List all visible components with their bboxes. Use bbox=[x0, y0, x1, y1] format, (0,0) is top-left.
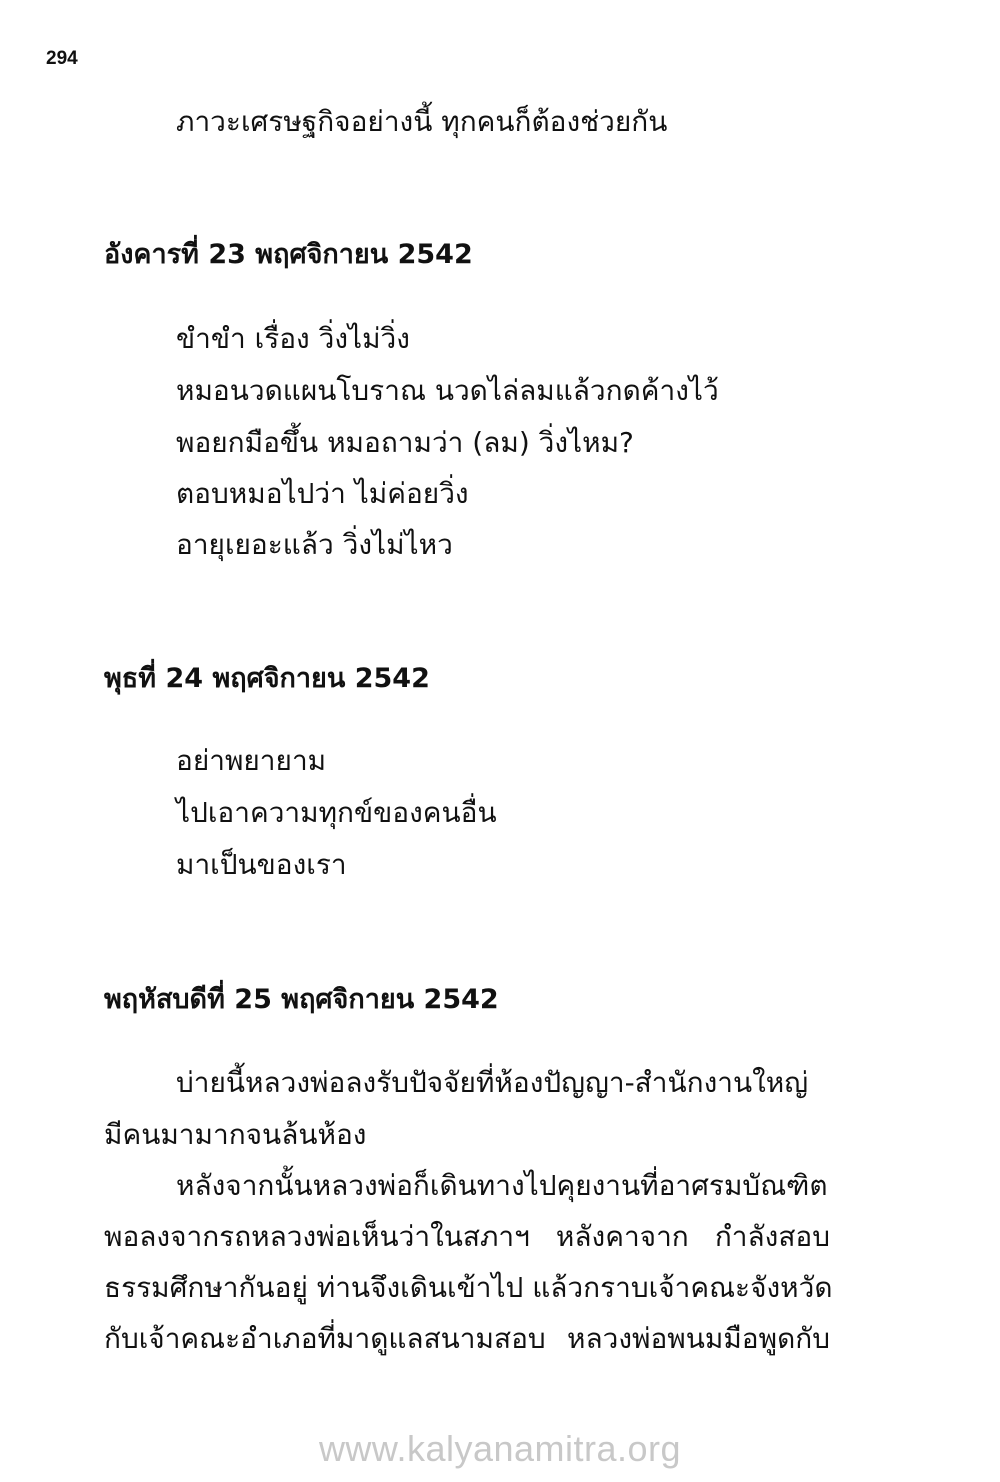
paragraph-line: บ่ายนี้หลวงพ่อลงรับปัจจัยที่ห้องปัญญา-สำนักงานใหญ่ bbox=[176, 1066, 809, 1099]
entry-line: อายุเยอะแล้ว วิ่งไม่ไหว bbox=[176, 528, 453, 561]
entry-line: อย่าพยายาม bbox=[176, 744, 327, 777]
entry-heading: พฤหัสบดีที่ 25 พฤศจิกายน 2542 bbox=[104, 984, 499, 1015]
entry-heading: อังคารที่ 23 พฤศจิกายน 2542 bbox=[104, 239, 473, 270]
page-number: 294 bbox=[46, 48, 78, 69]
entry-line: ไปเอาความทุกข์ของคนอื่น bbox=[176, 796, 497, 829]
entry-line: ขำขำ เรื่อง วิ่งไม่วิ่ง bbox=[176, 322, 410, 355]
entry-heading: พุธที่ 24 พฤศจิกายน 2542 bbox=[104, 663, 430, 694]
watermark: www.kalyanamitra.org bbox=[318, 1428, 682, 1469]
entry-line: ตอบหมอไปว่า ไม่ค่อยวิ่ง bbox=[176, 477, 469, 510]
paragraph-line: หลังจากนั้นหลวงพ่อก็เดินทางไปคุยงานที่อาศรมบัณฑิต bbox=[176, 1169, 828, 1202]
entry-line: หมอนวดแผนโบราณ นวดไล่ลมแล้วกดค้างไว้ bbox=[176, 374, 719, 407]
paragraph-line: ธรรมศึกษากันอยู่ ท่านจึงเดินเข้าไป แล้วกราบเจ้าคณะจังหวัด bbox=[104, 1271, 833, 1304]
paragraph-line: พอลงจากรถหลวงพ่อเห็นว่าในสภาฯ หลังคาจาก กำลังสอบ bbox=[104, 1220, 830, 1253]
entry-line: พอยกมือขึ้น หมอถามว่า (ลม) วิ่งไหม? bbox=[176, 426, 634, 459]
paragraph-line: มีคนมามากจนล้นห้อง bbox=[104, 1118, 367, 1151]
opening-line: ภาวะเศรษฐกิจอย่างนี้ ทุกคนก็ต้องช่วยกัน bbox=[176, 105, 668, 138]
paragraph-line: กับเจ้าคณะอำเภอที่มาดูแลสนามสอบ หลวงพ่อพนมมือพูดกับ bbox=[104, 1322, 830, 1355]
entry-line: มาเป็นของเรา bbox=[176, 848, 347, 881]
